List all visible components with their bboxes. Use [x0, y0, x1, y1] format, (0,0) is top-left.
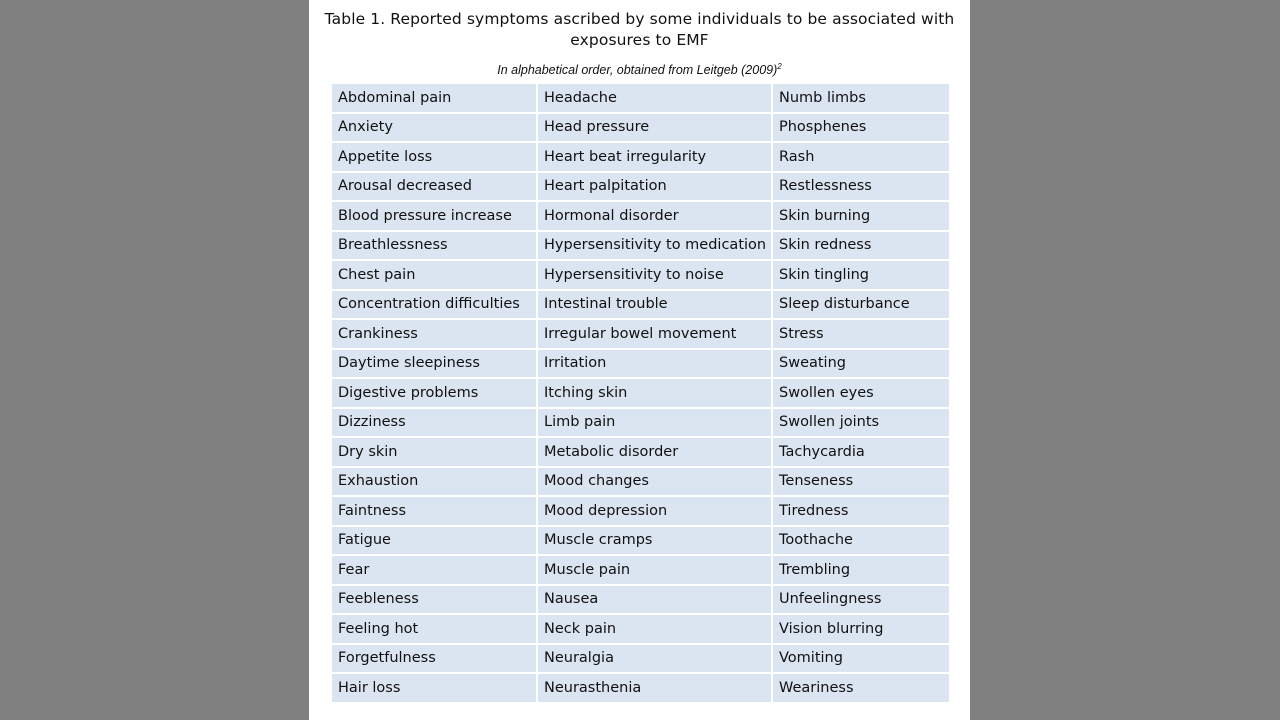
table-cell: Mood changes — [538, 468, 771, 496]
table-title-line1: Table 1. Reported symptoms ascribed by some individuals to be associated with — [324, 10, 955, 28]
table-cell: Anxiety — [332, 114, 536, 142]
table-cell: Crankiness — [332, 320, 536, 348]
table-row — [332, 409, 949, 437]
table-title — [309, 9, 970, 51]
table-cell: Heart palpitation — [538, 173, 771, 201]
table-cell: Irregular bowel movement — [538, 320, 771, 348]
table-row — [332, 114, 949, 142]
symptoms-table-body — [332, 84, 949, 702]
table-cell: Limb pain — [538, 409, 771, 437]
table-cell: Weariness — [773, 674, 949, 702]
table-cell: Phosphenes — [773, 114, 949, 142]
table-cell: Stress — [773, 320, 949, 348]
table-cell: Intestinal trouble — [538, 291, 771, 319]
table-row — [332, 468, 949, 496]
table-row — [332, 173, 949, 201]
table-cell: Numb limbs — [773, 84, 949, 112]
table-cell: Tenseness — [773, 468, 949, 496]
table-cell: Feebleness — [332, 586, 536, 614]
table-cell: Hypersensitivity to medication — [538, 232, 771, 260]
table-cell: Exhaustion — [332, 468, 536, 496]
table-cell: Blood pressure increase — [332, 202, 536, 230]
table-cell: Irritation — [538, 350, 771, 378]
table-cell: Neck pain — [538, 615, 771, 643]
table-row — [332, 438, 949, 466]
table-cell: Vomiting — [773, 645, 949, 673]
table-cell: Restlessness — [773, 173, 949, 201]
table-cell: Trembling — [773, 556, 949, 584]
table-cell: Itching skin — [538, 379, 771, 407]
table-cell: Unfeelingness — [773, 586, 949, 614]
table-subtitle — [309, 61, 970, 79]
table-row — [332, 202, 949, 230]
table-row — [332, 674, 949, 702]
table-row — [332, 320, 949, 348]
table-row — [332, 232, 949, 260]
footnote-reference: 2 — [777, 62, 782, 71]
table-cell: Swollen eyes — [773, 379, 949, 407]
table-row — [332, 350, 949, 378]
table-subtitle-text: In alphabetical order, obtained from Leitgeb (2009) — [497, 63, 778, 77]
table-row — [332, 261, 949, 289]
table-cell: Concentration difficulties — [332, 291, 536, 319]
table-cell: Nausea — [538, 586, 771, 614]
table-row — [332, 291, 949, 319]
table-cell: Fatigue — [332, 527, 536, 555]
table-cell: Daytime sleepiness — [332, 350, 536, 378]
table-cell: Hypersensitivity to noise — [538, 261, 771, 289]
table-cell: Head pressure — [538, 114, 771, 142]
table-cell: Abdominal pain — [332, 84, 536, 112]
table-cell: Digestive problems — [332, 379, 536, 407]
table-cell: Dizziness — [332, 409, 536, 437]
table-cell: Tachycardia — [773, 438, 949, 466]
table-row — [332, 527, 949, 555]
table-cell: Forgetfulness — [332, 645, 536, 673]
table-cell: Breathlessness — [332, 232, 536, 260]
table-cell: Sleep disturbance — [773, 291, 949, 319]
table-cell: Skin redness — [773, 232, 949, 260]
table-cell: Arousal decreased — [332, 173, 536, 201]
table-cell: Neurasthenia — [538, 674, 771, 702]
table-cell: Rash — [773, 143, 949, 171]
table-row — [332, 143, 949, 171]
table-cell: Heart beat irregularity — [538, 143, 771, 171]
table-cell: Neuralgia — [538, 645, 771, 673]
table-row — [332, 586, 949, 614]
table-cell: Tiredness — [773, 497, 949, 525]
table-row — [332, 615, 949, 643]
table-cell: Vision blurring — [773, 615, 949, 643]
table-cell: Metabolic disorder — [538, 438, 771, 466]
table-cell: Feeling hot — [332, 615, 536, 643]
document-page — [309, 0, 970, 720]
table-cell: Dry skin — [332, 438, 536, 466]
table-cell: Muscle cramps — [538, 527, 771, 555]
table-cell: Swollen joints — [773, 409, 949, 437]
table-cell: Skin burning — [773, 202, 949, 230]
table-cell: Hair loss — [332, 674, 536, 702]
table-title-line2: exposures to EMF — [570, 31, 709, 49]
table-cell: Headache — [538, 84, 771, 112]
table-row — [332, 84, 949, 112]
table-cell: Appetite loss — [332, 143, 536, 171]
table-row — [332, 497, 949, 525]
table-cell: Muscle pain — [538, 556, 771, 584]
table-row — [332, 645, 949, 673]
table-cell: Chest pain — [332, 261, 536, 289]
table-cell: Hormonal disorder — [538, 202, 771, 230]
table-cell: Faintness — [332, 497, 536, 525]
table-cell: Mood depression — [538, 497, 771, 525]
table-cell: Skin tingling — [773, 261, 949, 289]
table-cell: Sweating — [773, 350, 949, 378]
symptoms-table — [330, 82, 951, 704]
table-cell: Fear — [332, 556, 536, 584]
table-cell: Toothache — [773, 527, 949, 555]
table-row — [332, 379, 949, 407]
table-row — [332, 556, 949, 584]
